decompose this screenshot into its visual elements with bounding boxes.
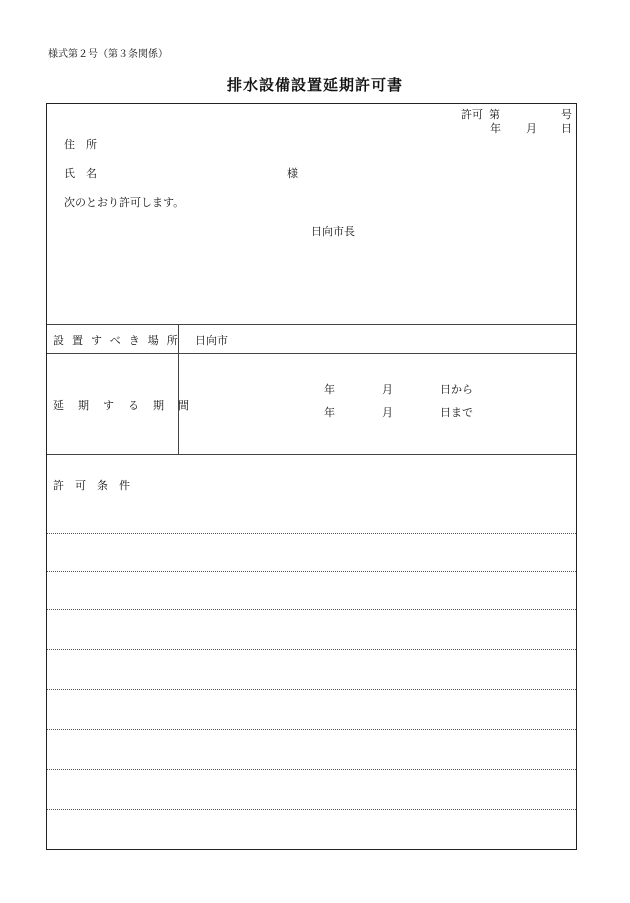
issuer-mayor: 日向市長 [311,225,355,238]
date-year-label: 年 [490,122,501,135]
permit-statement: 次のとおり許可します。 [64,196,185,209]
condition-line [47,609,576,610]
permit-label: 許可 [461,108,483,121]
period-label: 延期する期間 [53,399,203,412]
period-to-month: 月 [382,406,393,419]
form-number: 様式第２号（第３条関係） [48,49,168,60]
divider-location-top [47,324,576,325]
condition-line [47,769,576,770]
period-from-year: 年 [324,383,335,396]
condition-line [47,809,576,810]
page-title: 排水設備設置延期許可書 [226,76,403,94]
date-day-label: 日 [561,122,572,135]
condition-line [47,649,576,650]
condition-line [47,571,576,572]
period-from-month: 月 [382,383,393,396]
period-to-year: 年 [324,406,335,419]
permit-go-label: 号 [561,108,572,121]
condition-line [47,729,576,730]
permit-dai-label: 第 [489,108,500,121]
divider-period-top [47,353,576,354]
honorific-sama: 様 [287,167,298,180]
location-label: 設置すべき場所 [53,334,186,347]
location-value: 日向市 [195,334,228,347]
divider-conditions-top [47,454,576,455]
period-from-day: 日から [440,383,473,396]
date-month-label: 月 [526,122,537,135]
condition-line [47,533,576,534]
condition-line [47,689,576,690]
address-label: 住 所 [64,138,97,151]
period-to-day: 日まで [440,406,473,419]
permit-form-frame [46,103,577,850]
name-label: 氏 名 [64,167,97,180]
conditions-label: 許 可 条 件 [53,479,130,492]
